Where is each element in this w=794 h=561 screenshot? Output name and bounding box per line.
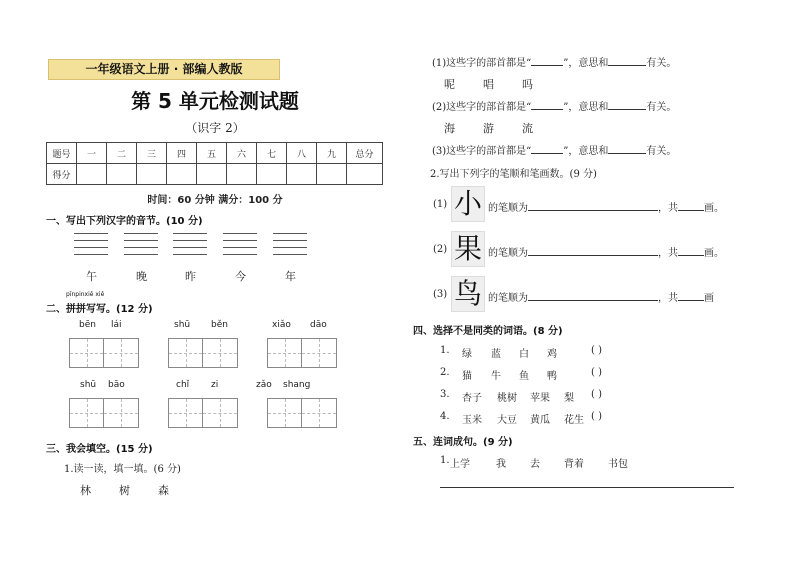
score-header-cell: 七: [257, 143, 287, 164]
stroke-item-line: [488, 289, 714, 304]
score-table: [46, 142, 383, 185]
choice-word: 绿: [462, 349, 472, 360]
radical-question-prefix: (3)这些字的部首都是“: [432, 146, 532, 157]
section1-char: 今: [235, 270, 246, 283]
pinyin-writing-line[interactable]: [124, 233, 158, 255]
pinyin-writing-line[interactable]: [74, 233, 108, 255]
choice-word: 鸭: [547, 371, 557, 382]
stroke-mid: ，共: [658, 203, 678, 214]
exam-meta: 时间：60 分钟 满分：100 分: [147, 195, 283, 206]
group1-char: 树: [119, 484, 130, 497]
pinyin-label: bēn: [79, 320, 96, 330]
page-subtitle: （识字 2）: [185, 121, 245, 135]
pinyin-label: dāo: [310, 320, 327, 330]
sentence-num: 1.: [440, 455, 450, 466]
group3-char: 游: [483, 122, 494, 135]
score-cell[interactable]: [197, 164, 227, 185]
sentence-word: 书包: [608, 459, 628, 470]
stroke-count-blank[interactable]: [678, 246, 704, 256]
score-cell[interactable]: [137, 164, 167, 185]
pinyin-writing-line[interactable]: [273, 233, 307, 255]
section2-title-ruby: pīnpinxiě xiě: [66, 291, 105, 298]
choice-word: 牛: [491, 371, 501, 382]
stroke-order-blank[interactable]: [528, 291, 658, 301]
score-header-cell: 九: [317, 143, 347, 164]
pinyin-label: bāo: [108, 380, 125, 390]
score-table-score-row: [47, 164, 383, 185]
radical-question-prefix: (1)这些字的部首都是“: [432, 58, 532, 69]
score-row-label: 得分: [47, 164, 77, 185]
stroke-char: 果: [451, 231, 485, 267]
stroke-end: 画: [704, 293, 714, 304]
answer-paren[interactable]: ( ): [591, 345, 602, 356]
group3-char: 流: [522, 122, 533, 135]
pinyin-label: xiǎo: [272, 320, 291, 330]
choice-word: 花生: [564, 415, 584, 426]
radical-question-prefix: (2)这些字的部首都是“: [432, 102, 532, 113]
meaning-blank[interactable]: [608, 100, 646, 110]
choice-word: 玉米: [462, 415, 482, 426]
stroke-item-line: [488, 199, 724, 214]
stroke-label: 的笔顺为: [488, 203, 528, 214]
tianzi-grid[interactable]: [267, 398, 337, 428]
choice-word: 桃树: [497, 393, 517, 404]
sentence-word: 上学: [450, 459, 470, 470]
score-header-cell: 题号: [47, 143, 77, 164]
choice-word: 白: [519, 349, 529, 360]
group2-char: 唱: [483, 78, 494, 91]
radical-question-end: 有关。: [646, 58, 677, 69]
choice-word: 黄瓜: [530, 415, 550, 426]
score-header-cell: 三: [137, 143, 167, 164]
grade-banner: 一年级语文上册 · 部编人教版: [48, 59, 280, 80]
radical-question-end: 有关。: [646, 102, 677, 113]
choice-word: 大豆: [497, 415, 517, 426]
section4-title: 四、选择不是同类的词语。(8 分): [413, 326, 563, 337]
group3-char: 海: [444, 122, 455, 135]
meaning-blank[interactable]: [608, 56, 646, 66]
group1-char: 林: [80, 484, 91, 497]
radical-blank[interactable]: [531, 144, 563, 154]
section1-title: 一、写出下列汉字的音节。(10 分): [46, 216, 203, 227]
choice-num: 4.: [440, 411, 450, 422]
radical-blank[interactable]: [531, 56, 563, 66]
section1-char: 年: [285, 270, 296, 283]
stroke-char: 鸟: [451, 276, 485, 312]
answer-paren[interactable]: ( ): [591, 389, 602, 400]
choice-num: 2.: [440, 367, 450, 378]
score-cell[interactable]: [347, 164, 383, 185]
stroke-mid: ，共: [658, 248, 678, 259]
choice-word: 鱼: [519, 371, 529, 382]
stroke-item-num: (3): [433, 289, 448, 300]
stroke-count-blank[interactable]: [678, 291, 704, 301]
pinyin-label: shū: [174, 320, 191, 330]
section3-title: 三、我会填空。(15 分): [46, 444, 153, 455]
pinyin-label: shang: [283, 380, 311, 390]
score-cell[interactable]: [167, 164, 197, 185]
score-header-cell: 六: [227, 143, 257, 164]
section1-char: 午: [86, 270, 97, 283]
pinyin-label: shū: [80, 380, 97, 390]
answer-paren[interactable]: ( ): [591, 411, 602, 422]
section3-q1-title: 1.读一读，填一填。(6 分): [64, 464, 181, 475]
score-header-cell: 八: [287, 143, 317, 164]
choice-word: 杏子: [462, 393, 482, 404]
section1-char: 晚: [136, 270, 147, 283]
sentence-word: 去: [530, 459, 540, 470]
stroke-end: 画。: [704, 203, 724, 214]
score-header-cell: 一: [77, 143, 107, 164]
choice-word: 猫: [462, 371, 472, 382]
pinyin-label: lái: [111, 320, 122, 330]
pinyin-label: zǎo: [256, 380, 272, 390]
pinyin-label: chǐ: [176, 380, 190, 390]
score-header-cell: 四: [167, 143, 197, 164]
group2-char: 呢: [444, 78, 455, 91]
stroke-label: 的笔顺为: [488, 293, 528, 304]
choice-word: 苹果: [530, 393, 550, 404]
group1-char: 森: [158, 484, 169, 497]
radical-question-mid: ”，意思和: [563, 58, 609, 69]
section2-title-prefix: 二、: [46, 304, 66, 315]
score-header-cell: 总分: [347, 143, 383, 164]
stroke-label: 的笔顺为: [488, 248, 528, 259]
section3-q2-title: 2.写出下列字的笔顺和笔画数。(9 分): [430, 169, 597, 180]
tianzi-grid[interactable]: [267, 338, 337, 368]
stroke-order-blank[interactable]: [528, 246, 658, 256]
stroke-item-num: (1): [433, 199, 448, 210]
section2-title-main: 拼拼写写: [66, 304, 106, 315]
pinyin-writing-line[interactable]: [173, 233, 207, 255]
tianzi-grid[interactable]: [168, 338, 238, 368]
score-cell[interactable]: [287, 164, 317, 185]
section2-title: [46, 291, 153, 315]
stroke-end: 画。: [704, 248, 724, 259]
score-cell[interactable]: [257, 164, 287, 185]
score-cell[interactable]: [77, 164, 107, 185]
sentence-word: 背着: [564, 459, 584, 470]
radical-question-3: [432, 142, 676, 157]
radical-blank[interactable]: [531, 100, 563, 110]
section1-char: 昨: [185, 270, 196, 283]
sentence-word: 我: [496, 459, 506, 470]
stroke-count-blank[interactable]: [678, 201, 704, 211]
radical-question-1: [432, 54, 676, 69]
radical-question-mid: ”，意思和: [563, 102, 609, 113]
choice-num: 3.: [440, 389, 450, 400]
tianzi-grid[interactable]: [69, 398, 139, 428]
section2-title-suffix: 。(12 分): [106, 304, 153, 315]
meaning-blank[interactable]: [608, 144, 646, 154]
score-cell[interactable]: [227, 164, 257, 185]
stroke-item-num: (2): [433, 244, 448, 255]
pinyin-writing-line[interactable]: [223, 233, 257, 255]
choice-num: 1.: [440, 345, 450, 356]
radical-question-end: 有关。: [646, 146, 677, 157]
tianzi-grid[interactable]: [168, 398, 238, 428]
pinyin-label: běn: [211, 320, 228, 330]
section5-title: 五、连词成句。(9 分): [413, 437, 513, 448]
stroke-char: 小: [451, 186, 485, 222]
score-header-cell: 五: [197, 143, 227, 164]
sentence-answer-line[interactable]: [440, 487, 734, 488]
score-cell[interactable]: [107, 164, 137, 185]
answer-paren[interactable]: ( ): [591, 367, 602, 378]
radical-question-2: [432, 98, 676, 113]
group2-char: 吗: [522, 78, 533, 91]
score-header-cell: 二: [107, 143, 137, 164]
choice-word: 蓝: [491, 349, 501, 360]
choice-word: 鸡: [547, 349, 557, 360]
score-cell[interactable]: [317, 164, 347, 185]
stroke-item-line: [488, 244, 724, 259]
choice-word: 梨: [564, 393, 574, 404]
radical-question-mid: ”，意思和: [563, 146, 609, 157]
pinyin-label: zi: [211, 380, 219, 390]
tianzi-grid[interactable]: [69, 338, 139, 368]
stroke-order-blank[interactable]: [528, 201, 658, 211]
stroke-mid: ，共: [658, 293, 678, 304]
score-table-header-row: [47, 143, 383, 164]
page-title: 第 5 单元检测试题: [131, 89, 299, 113]
